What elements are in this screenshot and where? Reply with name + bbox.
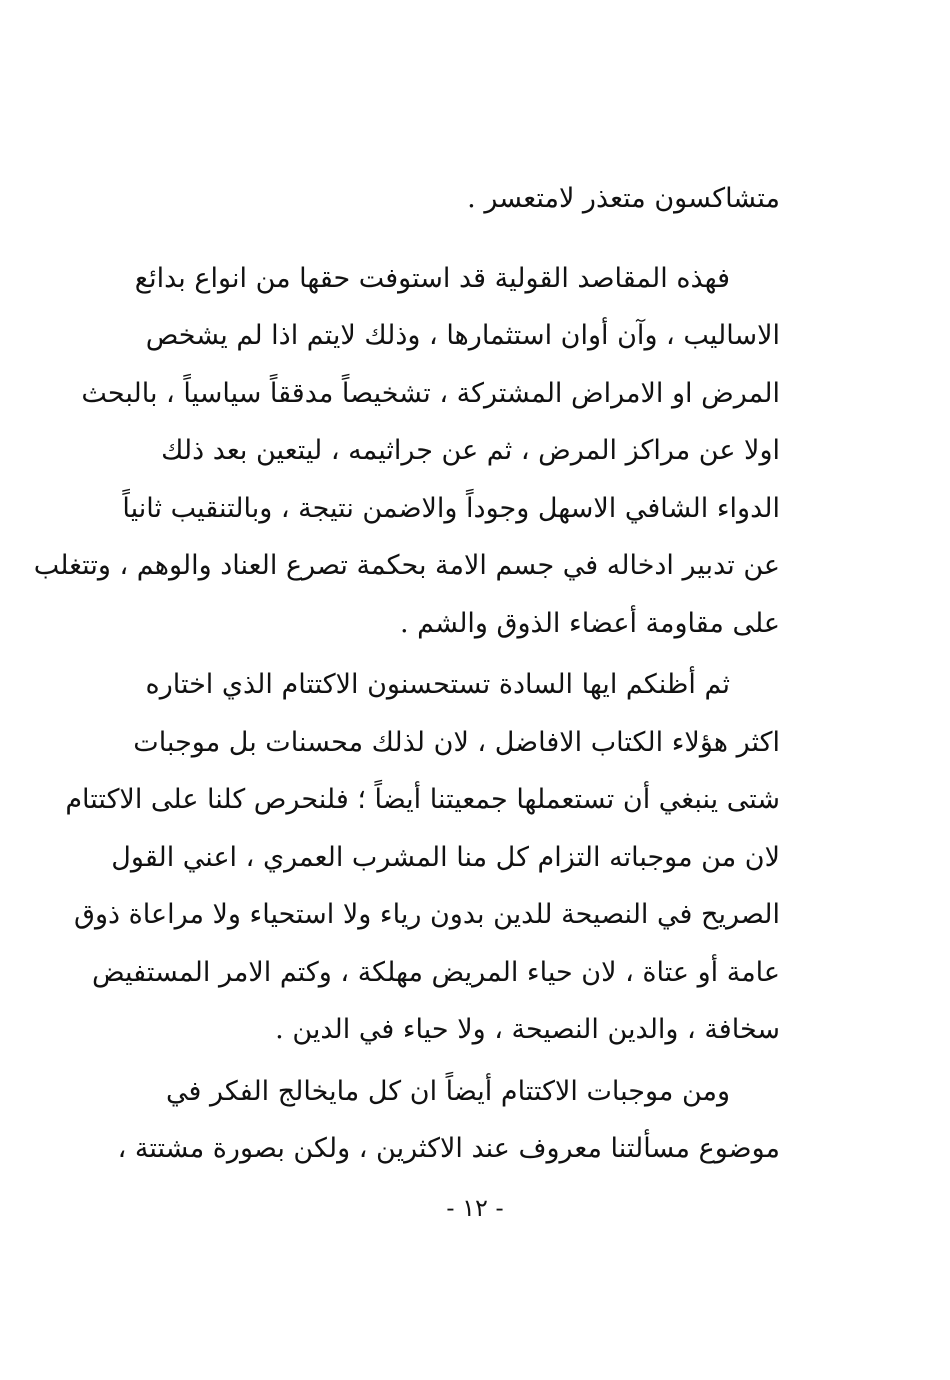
text-line: موضوع مسألتنا معروف عند الاكثرين ، ولكن بصورة مشتتة ، [117, 1133, 780, 1164]
page-number: - ١٢ - [446, 1194, 504, 1222]
text-line: على مقاومة أعضاء الذوق والشم . [399, 607, 780, 639]
text-line: ومن موجبات الاكتتام أيضاً ان كل مايخالج الفكر في [165, 1075, 730, 1107]
text-line: فهذه المقاصد القولية قد استوفت حقها من انواع بدائع [134, 262, 730, 294]
text-line: متشاكسون متعذر لامتعسر . [467, 183, 780, 214]
text-line: المرض او الامراض المشتركة ، تشخيصاً مدققاً سياسياً ، بالبحث [81, 377, 780, 409]
text-line: سخافة ، والدين النصيحة ، ولا حياء في الدين . [275, 1014, 780, 1045]
body-text [33, 170, 780, 1178]
text-line: الصريح في النصيحة للدين بدون رياء ولا استحياء ولا مراعاة ذوق [74, 899, 780, 930]
text-line: اولا عن مراكز المرض ، ثم عن جراثيمه ، ليتعين بعد ذلك [161, 435, 780, 466]
text-line: ثم أظنكم ايها السادة تستحسنون الاكتتام الذي اختاره [145, 669, 730, 700]
text-line: شتى ينبغي أن تستعملها جمعيتنا أيضاً ؛ فلنحرص كلنا على الاكتتام [65, 784, 780, 815]
paragraph-spacer [168, 228, 780, 250]
text-line: الدواء الشافي الاسهل وجوداً والاضمن نتيجة ، وبالتنقيب ثانياً [122, 492, 780, 524]
text-line: عامة أو عتاة ، لان حياء المريض مهلكة ، وكتم الامر المستفيض [91, 956, 780, 988]
text-line: عن تدبير ادخاله في جسم الامة بحكمة تصرع العناد والوهم ، وتتغلب [33, 550, 780, 581]
text-line: اكثر هؤلاء الكتاب الافاضل ، لان لذلك محسنات بل موجبات [133, 726, 780, 758]
text-line: الاساليب ، وآن أوان استثمارها ، وذلك لايتم اذا لم يشخص [145, 320, 780, 351]
text-line: لان من موجباته التزام كل منا المشرب العمري ، اعني القول [111, 841, 780, 873]
